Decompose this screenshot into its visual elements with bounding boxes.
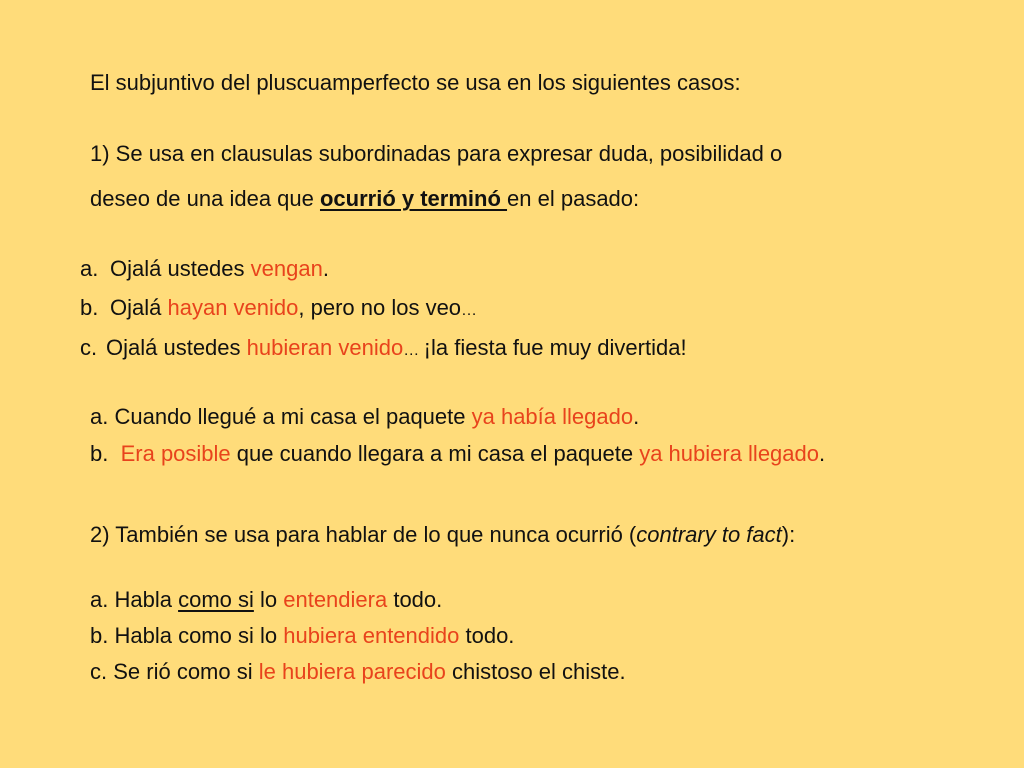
rule-1-line-1: [90, 141, 782, 167]
list-marker: a.: [90, 587, 109, 612]
rule-1-text: 1) Se usa en clausulas subordinadas para expresar duda, posibilidad o: [90, 141, 783, 166]
rule-2-italic: contrary to fact: [636, 522, 782, 547]
highlighted-verb: ya había llegado: [471, 404, 634, 429]
intro-label: El subjuntivo del pluscuamperfecto se usa en los siguientes casos:: [90, 70, 741, 95]
example-text: lo: [253, 587, 284, 612]
rule-2: [90, 522, 795, 548]
underlined-phrase: como si: [178, 587, 254, 612]
example-text: Habla como si lo: [108, 623, 284, 648]
example-text: .: [819, 441, 826, 466]
rule-1-emphasis: ocurrió y terminó: [319, 186, 508, 211]
example-text: .: [633, 404, 640, 429]
example-text: Habla: [108, 587, 179, 612]
example-2b: [90, 441, 825, 467]
example-1a: [80, 256, 329, 282]
example-3b: [90, 623, 514, 649]
highlighted-verb: vengan: [250, 256, 323, 281]
example-text: Cuando llegué a mi casa el paquete: [108, 404, 472, 429]
example-text: chistoso el chiste.: [445, 659, 626, 684]
intro-text: [90, 70, 741, 96]
rule-1-text-before: deseo de una idea que: [90, 186, 320, 211]
list-marker: c.: [90, 659, 108, 684]
example-text: todo.: [387, 587, 443, 612]
example-text: que cuando llegara a mi casa el paquete: [230, 441, 640, 466]
list-marker: a.: [80, 256, 99, 281]
example-text: Ojalá ustedes: [110, 256, 251, 281]
ellipsis: …: [403, 342, 424, 359]
highlighted-verb: hubieran venido: [246, 335, 404, 360]
example-text: .: [322, 256, 329, 281]
list-marker: a.: [90, 404, 109, 429]
example-3a: [90, 587, 442, 613]
rule-1-text-after: en el pasado:: [507, 186, 640, 211]
example-text: [108, 441, 120, 466]
highlighted-verb: ya hubiera llegado: [639, 441, 819, 466]
example-1b: [80, 295, 477, 324]
highlighted-verb: entendiera: [283, 587, 388, 612]
rule-1-line-2: [90, 186, 639, 212]
highlighted-verb: hubiera entendido: [283, 623, 460, 648]
example-text: Ojalá ustedes: [106, 335, 247, 360]
rule-2-text-after: ):: [781, 522, 796, 547]
example-text: todo.: [459, 623, 515, 648]
list-marker: b.: [90, 623, 109, 648]
highlighted-verb: le hubiera parecido: [258, 659, 446, 684]
example-text: , pero no los veo: [298, 295, 462, 320]
highlighted-verb: hayan venido: [167, 295, 299, 320]
list-marker: b.: [80, 295, 99, 320]
example-text: Ojalá: [110, 295, 168, 320]
list-marker: b.: [90, 441, 109, 466]
ellipsis: …: [461, 302, 478, 319]
example-2a: [90, 404, 639, 430]
highlighted-verb: Era posible: [120, 441, 231, 466]
list-marker: c.: [80, 335, 98, 360]
example-text: Se rió como si: [107, 659, 259, 684]
example-text: ¡la fiesta fue muy divertida!: [423, 335, 687, 360]
example-1c: [80, 335, 687, 364]
example-3c: [90, 659, 626, 685]
rule-2-text-before: 2) También se usa para hablar de lo que nunca ocurrió (: [90, 522, 637, 547]
